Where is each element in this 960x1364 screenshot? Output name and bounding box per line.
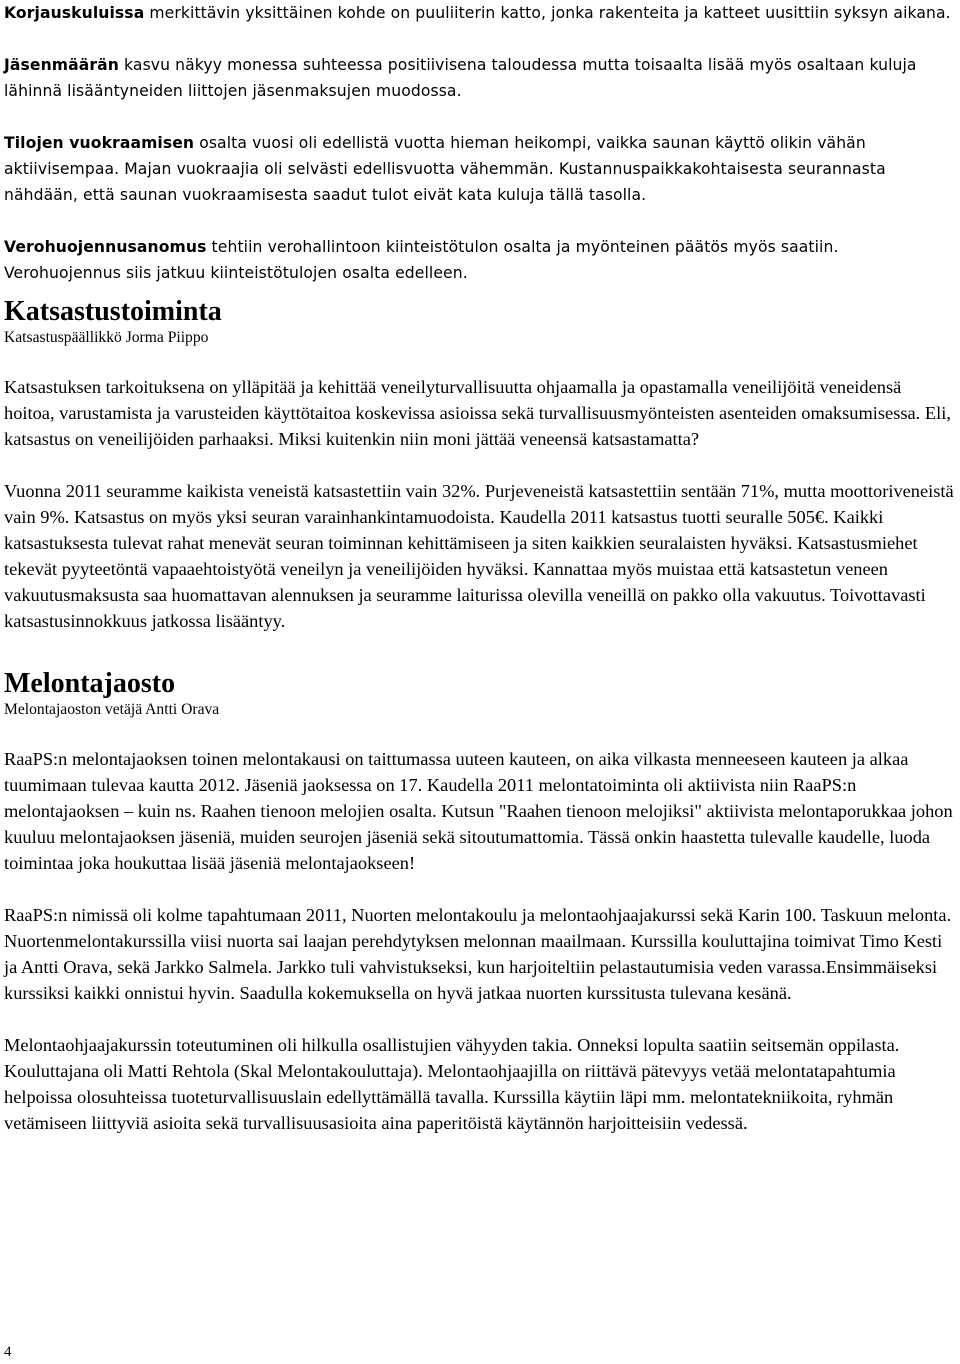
paragraph-korjauskulut	[4, 0, 954, 26]
paragraph-text: osalta vuosi oli edellistä vuotta hieman heikompi, vaikka saunan käyttö olikin vähän aktiivisempaa. Majan vuokraajia oli selvästi edellisvuotta vähemmän. Kustannuspaikkakohtaisesta seurannasta nähdään, että saunan vuokraamisesta saadut tulot eivät kata kuluja tällä tasolla.	[4, 134, 886, 204]
paragraph-jasenmaara	[4, 52, 954, 104]
paragraph-lead: Jäsenmäärän	[4, 56, 119, 74]
paragraph-lead: Tilojen vuokraamisen	[4, 134, 195, 152]
section-subtitle: Katsastuspäällikkö Jorma Piippo	[4, 329, 209, 346]
paragraph-katsastus-1: Katsastuksen tarkoituksena on ylläpitää ja kehittää veneilyturvallisuutta ohjaamalla ja opastamalla veneilijöitä veneidensä hoitoa, varustamista ja varusteiden käyttötaitoa koskevissa asioissa sekä turvallisuusmyönteisten asenteiden omaksumisessa. Eli, katsastus on veneilijöiden parhaaksi. Miksi kuitenkin niin moni jättää veneensä katsastamatta?	[4, 377, 951, 449]
paragraph-text: merkittävin yksittäinen kohde on puuliiterin katto, jonka rakenteita ja katteet uusittiin syksyn aikana.	[144, 4, 951, 22]
section-heading-melontajaosto: Melontajaosto	[4, 668, 176, 699]
paragraph-katsastus-2: Vuonna 2011 seuramme kaikista veneistä katsastettiin vain 32%. Purjeveneistä katsastettiin sentään 71%, mutta moottoriveneistä vain 9%. Katsastus on myös yksi seuran varainhankintamuodoista. Kaudella 2011 katsastus tuotti seuralle 505€. Kaikki katsastuksesta tulevat rahat menevät seuran toiminnan kehittämiseen ja siten kaikkien seuralaisten hyväksi. Katsastusmiehet tekevät pyyteetöntä vapaaehtoistyötä veneilyn ja veneilijöiden hyväksi. Kannattaa myös muistaa että katsastetun veneen vakuutusmaksusta saa huomattavan alennuksen ja seuramme laiturissa olevilla veneillä on pakko olla vakuutus. Toivottavasti katsastusinnokkuus jatkossa lisääntyy.	[4, 481, 954, 631]
section-subtitle: Melontajaoston vetäjä Antti Orava	[4, 701, 220, 718]
paragraph-text: tehtiin verohallintoon kiinteistötulon osalta ja myönteinen päätös myös saatiin. Verohuojennus siis jatkuu kiinteistötulojen osalta edelleen.	[4, 238, 839, 282]
paragraph-melonta-1: RaaPS:n melontajaoksen toinen melontakausi on taittumassa uuteen kauteen, on aika vilkasta menneeseen kauteen ja alkaa tuumimaan tulevaa kautta 2012. Jäseniä jaoksessa on 17. Kaudella 2011 melontatoiminta oli aktiivista niin RaaPS:n melontajaoksen – kuin ns. Raahen tienoon melojien osalta. Kutsun "Raahen tienoon melojiksi" aktiivista melontaporukkaa johon kuuluu melontajaoksen jäseniä, muiden seurojen jäseniä sekä sitoutumattomia. Tässä onkin haastetta tulevalle kaudelle, luoda toimintaa joka houkuttaa lisää jäseniä melontajaokseen!	[4, 749, 953, 873]
paragraph-lead: Verohuojennusanomus	[4, 238, 207, 256]
page-number: 4	[4, 1344, 12, 1360]
document-page	[4, 0, 954, 1136]
paragraph-lead: Korjauskuluissa	[4, 4, 145, 22]
paragraph-melonta-3: Melontaohjaajakurssin toteutuminen oli hilkulla osallistujien vähyyden takia. Onneksi lopulta saatiin seitsemän oppilasta. Kouluttajana oli Matti Rehtola (Skal Melontakouluttaja). Melontaohjaajilla on riittävä pätevyys vetää melontatapahtumia helpoissa olosuhteissa tuoteturvallisuuslain edellyttämällä tavalla. Kurssilla käytiin läpi mm. melontatekniikoita, ryhmän vetämiseen liittyviä asioita sekä turvallisuusasioita aina paperitöistä käytännön harjoitteisiin vedessä.	[4, 1035, 900, 1133]
paragraph-tilojen-vuokraus	[4, 130, 954, 208]
paragraph-text: kasvu näkyy monessa suhteessa positiivisena taloudessa mutta toisaalta lisää myös osaltaan kuluja lähinnä lisääntyneiden liittojen jäsenmaksujen muodossa.	[4, 56, 917, 100]
paragraph-melonta-2: RaaPS:n nimissä oli kolme tapahtumaan 2011, Nuorten melontakoulu ja melontaohjaajakurssi sekä Karin 100. Taskuun melonta. Nuortenmelontakurssilla viisi nuorta sai laajan perehdytyksen melonnan maailmaan. Kurssilla kouluttajina toimivat Timo Kesti ja Antti Orava, sekä Jarkko Salmela. Jarkko tuli vahvistukseksi, kun harjoiteltiin pelastautumisia veden varassa.Ensimmäiseksi kurssiksi kaikki onnistui hyvin. Saadulla kokemuksella on hyvä jatkaa nuorten kurssitusta tulevana kesänä.	[4, 905, 952, 1003]
paragraph-verohuojennus	[4, 234, 954, 286]
section-heading-katsastustoiminta: Katsastustoiminta	[4, 296, 222, 327]
